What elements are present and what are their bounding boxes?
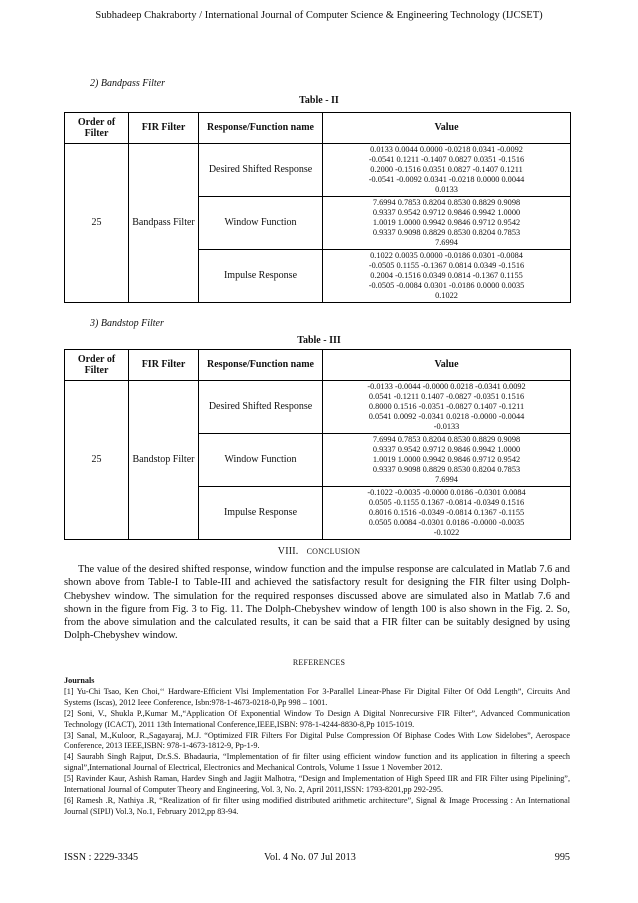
value-line: 0.0541 -0.1211 0.1407 -0.0827 -0.0351 0.1516 — [368, 392, 525, 401]
response-name-cell: Desired Shifted Response — [199, 144, 323, 197]
response-name-cell: Impulse Response — [199, 250, 323, 303]
value-line: 0.2004 -0.1516 0.0349 0.0814 -0.1367 0.1155 — [370, 271, 523, 280]
header-fir-filter: FIR Filter — [129, 113, 199, 144]
conclusion-title: CONCLUSION — [306, 547, 361, 556]
footer-page-number: 995 — [554, 852, 570, 863]
bandstop-subsection-heading: 3) Bandstop Filter — [90, 318, 164, 329]
references-list — [64, 676, 570, 818]
value-line: 0.8016 0.1516 -0.0349 -0.0814 0.1367 -0.1155 — [368, 508, 525, 517]
reference-item: [6] Ramesh .R, Nathiya .R, “Realization of fir filter using modified distributed arithmetic architecture”, Signal & Image Processing : An International Journal (SIPIJ) Vol.3, No.1, February 2012,pp 83-94. — [64, 795, 570, 816]
value-line: 0.0505 0.0084 -0.0301 0.0186 -0.0000 -0.0035 — [368, 518, 525, 527]
bandpass-subsection-heading: 2) Bandpass Filter — [90, 78, 165, 89]
header-response-name: Response/Function name — [199, 113, 323, 144]
value-line: 0.0505 -0.1155 0.1367 -0.0814 -0.0349 0.1516 — [368, 498, 525, 507]
value-cell — [323, 144, 571, 197]
conclusion-body — [64, 563, 570, 643]
conclusion-paragraph: The value of the desired shifted response, window function and the impulse response are calculated in Matlab 7.6 and shown above from Table-I to Table-III and achieved the satisfactory result for designing the FIR filter using Dolph-Chebyshev window. The simulation for the required responses discussed above are simulated also in Matlab 7.6 and shown in the figure from Fig. 3 to Fig. 11. The Dolph-Chebyshev window of length 100 is also shown in the Fig. 2. So, from the above simulation and the calculated results, it can be said that a FIR filter can be suitably designed by using Dolph-Chebyshev window. — [64, 564, 570, 642]
conclusion-heading — [0, 546, 638, 557]
filter-type-cell: Bandpass Filter — [129, 144, 199, 303]
value-line: -0.0541 0.1211 -0.1407 0.0827 0.0351 -0.1516 — [368, 155, 525, 164]
order-cell: 25 — [65, 144, 129, 303]
value-line: -0.1022 — [433, 528, 460, 537]
value-line: 0.0133 0.0044 0.0000 -0.0218 0.0341 -0.0092 — [370, 145, 523, 154]
references-subheading: Journals — [64, 676, 95, 685]
value-line: 7.6994 — [435, 475, 458, 484]
header-value: Value — [323, 350, 571, 381]
table-iii-caption: Table - III — [297, 335, 341, 346]
value-line: 0.2000 -0.1516 0.0351 0.0827 -0.1407 0.1211 — [370, 165, 523, 174]
header-fir-filter: FIR Filter — [129, 350, 199, 381]
footer-issn: ISSN : 2229-3345 — [64, 852, 139, 863]
value-line: -0.0541 -0.0092 0.0341 -0.0218 0.0000 0.0044 — [368, 175, 525, 184]
value-cell — [323, 381, 571, 434]
reference-item: [4] Saurabh Singh Rajput, Dr.S.S. Bhadauria, “Implementation of fir filter using efficient window function and its application in filtering a speech signal”,International Journal of Electrical, Electronics and Mechanical Controls, Volume 1 Issue 1 November 2012. — [64, 752, 570, 773]
table-iii — [64, 349, 571, 540]
response-name-cell: Window Function — [199, 197, 323, 250]
references-heading — [0, 657, 638, 668]
value-line: 0.1022 — [435, 291, 458, 300]
header-order: Order of Filter — [65, 113, 129, 144]
value-line: 0.9337 0.9098 0.8829 0.8530 0.8204 0.7853 — [372, 228, 521, 237]
value-cell — [323, 487, 571, 540]
value-line: -0.1022 -0.0035 -0.0000 0.0186 -0.0301 0.0084 — [367, 488, 526, 497]
value-cell — [323, 434, 571, 487]
footer-volume: Vol. 4 No. 07 Jul 2013 — [264, 852, 356, 863]
value-cell — [323, 197, 571, 250]
reference-item: [5] Ravinder Kaur, Ashish Raman, Hardev Singh and Jagjit Malhotra, “Design and Implementation of High Speed IIR and FIR Filter using Pipelining”, International Journal of Computer Theory and Engineering, Vol. 3, No. 2, April 2011,ISSN: 1793-8201,pp 292-295. — [64, 774, 570, 795]
table-row — [65, 381, 571, 434]
running-header: Subhadeep Chakraborty / International Journal of Computer Science & Engineering Technology (IJCSET) — [95, 10, 543, 21]
reference-item: [2] Soni, V., Shukla P.,Kumar M.,“Application Of Exponential Window To Design A Digital Nonrecursive FIR Filter”, Advanced Communication Technology (ICACT), 2011 13th International Conference,IEEE,ISBN: 978-1-4244-8830-8,Pp 1015-1019. — [64, 708, 570, 729]
response-name-cell: Impulse Response — [199, 487, 323, 540]
header-response-name: Response/Function name — [199, 350, 323, 381]
table-row — [65, 144, 571, 197]
references-title: REFERENCES — [292, 658, 346, 667]
header-order: Order of Filter — [65, 350, 129, 381]
value-line: 7.6994 — [435, 238, 458, 247]
value-line: 0.9337 0.9542 0.9712 0.9846 0.9942 1.0000 — [372, 445, 521, 454]
reference-item: [3] Sanal, M.,Kuloor, R.,Sagayaraj, M.J. “Optimized FIR Filters For Digital Pulse Compression Of Biphase Codes With Low Sidelobes”, Aerospace Conference, 2013 IEEE,ISBN: 978-1-4673-1812-9, Pp-1-9. — [64, 730, 570, 751]
order-cell: 25 — [65, 381, 129, 540]
value-line: 0.9337 0.9542 0.9712 0.9846 0.9942 1.0000 — [372, 208, 521, 217]
response-name-cell: Desired Shifted Response — [199, 381, 323, 434]
value-line: -0.0505 -0.0084 0.0301 -0.0186 0.0000 0.0035 — [368, 281, 525, 290]
conclusion-number: VIII. — [277, 546, 299, 557]
header-value: Value — [323, 113, 571, 144]
table-header-row — [65, 350, 571, 381]
reference-item: [1] Yu-Chi Tsao, Ken Choi,‘‘ Hardware-Efficient Vlsi Implementation For 3-Parallel Linear-Phase Fir Digital Filter Of Odd Length”, Circuits And Systems (Iscas), 2012 Ieee Conference, Isbn:978-1-4673-0218-0,Pp 998 – 1001. — [64, 686, 570, 707]
filter-type-cell: Bandstop Filter — [129, 381, 199, 540]
value-line: 0.0541 0.0092 -0.0341 0.0218 -0.0000 -0.0044 — [368, 412, 525, 421]
value-line: 1.0019 1.0000 0.9942 0.9846 0.9712 0.9542 — [372, 218, 521, 227]
value-line: -0.0505 0.1155 -0.1367 0.0814 0.0349 -0.1516 — [368, 261, 525, 270]
table-ii — [64, 112, 571, 303]
value-line: 7.6994 0.7853 0.8204 0.8530 0.8829 0.9098 — [372, 198, 521, 207]
value-line: 0.8000 0.1516 -0.0351 -0.0827 0.1407 -0.1211 — [368, 402, 525, 411]
value-line: -0.0133 — [433, 422, 460, 431]
value-cell — [323, 250, 571, 303]
response-name-cell: Window Function — [199, 434, 323, 487]
table-header-row — [65, 113, 571, 144]
value-line: 0.1022 0.0035 0.0000 -0.0186 0.0301 -0.0084 — [370, 251, 523, 260]
value-line: 0.9337 0.9098 0.8829 0.8530 0.8204 0.7853 — [372, 465, 521, 474]
value-line: 0.0133 — [435, 185, 458, 194]
table-ii-caption: Table - II — [299, 95, 339, 106]
value-line: -0.0133 -0.0044 -0.0000 0.0218 -0.0341 0.0092 — [367, 382, 526, 391]
value-line: 1.0019 1.0000 0.9942 0.9846 0.9712 0.9542 — [372, 455, 521, 464]
value-line: 7.6994 0.7853 0.8204 0.8530 0.8829 0.9098 — [372, 435, 521, 444]
